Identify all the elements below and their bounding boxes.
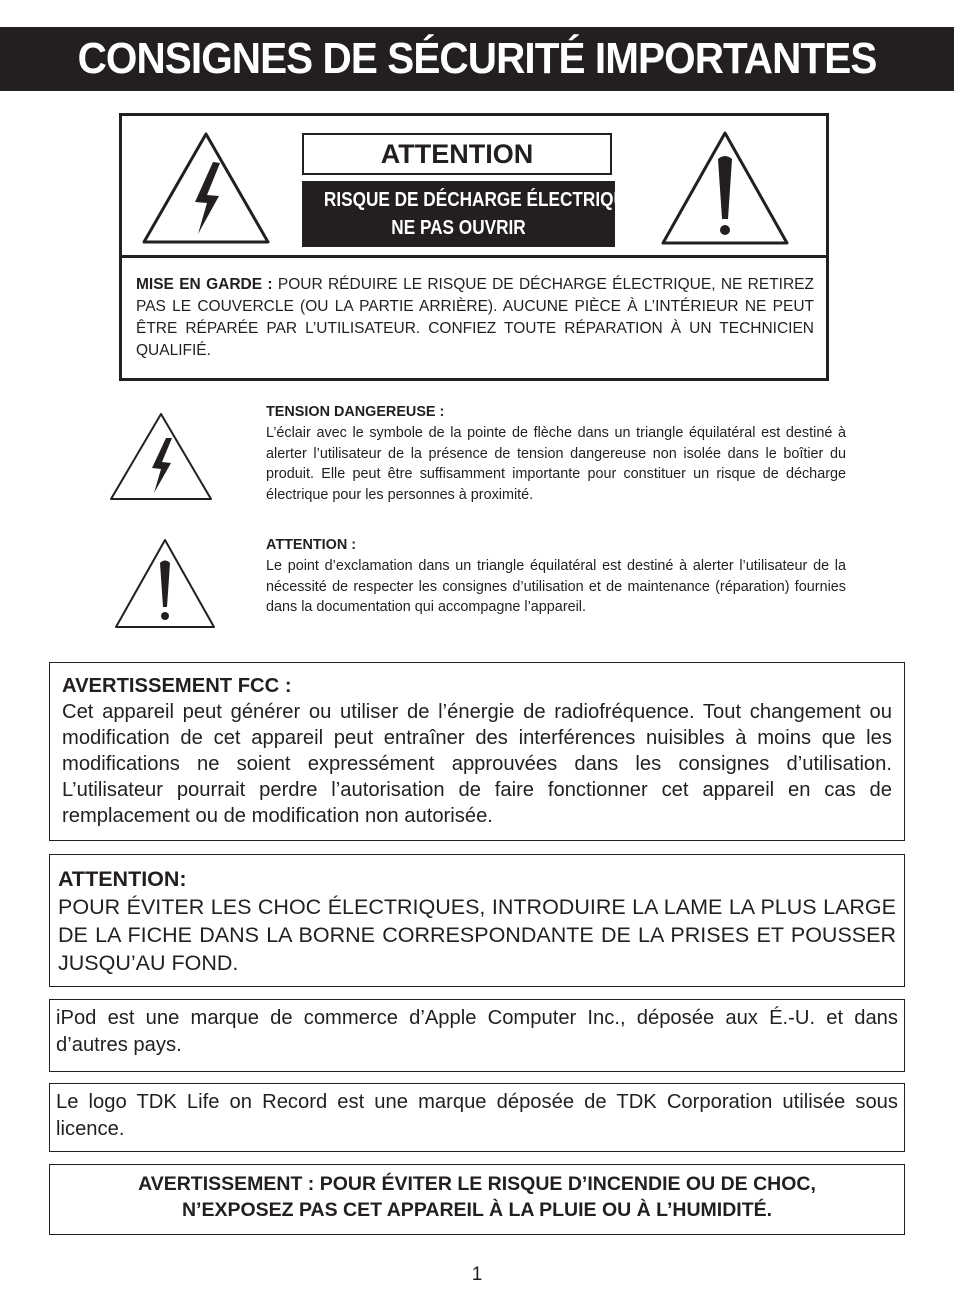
- lightning-triangle-icon: [108, 411, 214, 502]
- final-warning-line-2: N’EXPOSEZ PAS CET APPAREIL À LA PLUIE OU À L’HUMIDITÉ.: [181, 1199, 773, 1221]
- page-number: 1: [471, 1264, 483, 1285]
- mise-label: MISE EN GARDE :: [136, 276, 273, 293]
- attention-label: ATTENTION: [302, 133, 612, 175]
- mise-en-garde-text: [136, 274, 814, 362]
- attention-plug-box: [49, 854, 905, 987]
- symbol-body-attention: Le point d’exclamation dans un triangle équilatéral est destiné à alerter l’utilisateur de la nécessité de respecter les consignes d’utilisation et de maintenance (réparation) fournies dans la documentation qui accompagne l’appareil.: [266, 557, 846, 616]
- risk-label-box: [302, 181, 638, 247]
- risk-line-2: NE PAS OUVRIR: [391, 217, 526, 239]
- lightning-triangle-icon: [140, 130, 272, 246]
- attention-plug-body: POUR ÉVITER LES CHOC ÉLECTRIQUES, INTRODUIRE LA LAME LA PLUS LARGE DE LA FICHE DANS LA BORNE CORRESPONDANTE DE LA PRISES ET POUSSER JUSQU’AU FOND.: [58, 895, 896, 975]
- exclamation-triangle-icon: [659, 129, 791, 247]
- page-title: CONSIGNES DE SÉCURITÉ IMPORTANTES: [77, 34, 877, 83]
- title-banner: [0, 27, 954, 91]
- symbol-heading-attention: ATTENTION :: [266, 537, 357, 553]
- symbol-description-attention: [266, 535, 846, 618]
- symbol-description-tension: [266, 402, 846, 506]
- symbol-body-tension: L’éclair avec le symbole de la pointe de flèche dans un triangle équilatéral est destiné à alerter l’utilisateur de la présence de tension dangereuse non isolée dans le boîtier du produit. Elle peut être suffisamment importante pour constituer un risque de décharge électrique pour les personnes à proximité.: [266, 424, 846, 504]
- risk-line-1: RISQUE DE DÉCHARGE ÉLECTRIQUE: [323, 189, 638, 211]
- fcc-warning-box: [49, 662, 905, 841]
- exclamation-triangle-icon: [113, 537, 217, 630]
- warning-box-divider: [122, 255, 826, 258]
- final-warning-line-1: AVERTISSEMENT : POUR ÉVITER LE RISQUE D’INCENDIE OU DE CHOC,: [138, 1173, 816, 1195]
- fcc-body: Cet appareil peut générer ou utiliser de l’énergie de radiofréquence. Tout changement ou modification de cet appareil peut entraîner des interférences nuisibles à moins que les modifications ne soient expressément approuvées dans les consignes d’utilisation. L’utilisateur pourrait perdre l’autorisation de faire fonctionner cet appareil en cas de remplacement ou de modification non autorisée.: [62, 701, 892, 827]
- ipod-trademark-box: [49, 999, 905, 1072]
- fcc-heading: AVERTISSEMENT FCC :: [62, 675, 292, 697]
- attention-plug-heading: ATTENTION:: [58, 867, 187, 891]
- tdk-trademark-text: Le logo TDK Life on Record est une marque déposée de TDK Corporation utilisée sous licence.: [56, 1091, 898, 1140]
- symbol-heading-tension: TENSION DANGEREUSE :: [266, 404, 445, 420]
- final-warning-box: [49, 1164, 905, 1235]
- mise-body: POUR RÉDUIRE LE RISQUE DE DÉCHARGE ÉLECTRIQUE, NE RETIREZ PAS LE COUVERCLE (OU LA PARTIE ARRIÈRE). AUCUNE PIÈCE À L’INTÉRIEUR NE PEUT ÊTRE RÉPARÉE PAR L’UTILISATEUR. CONFIEZ TOUTE RÉPARATION À UN TECHNICIEN QUALIFIÉ.: [136, 276, 814, 359]
- tdk-trademark-box: [49, 1083, 905, 1152]
- ipod-trademark-text: iPod est une marque de commerce d’Apple Computer Inc., déposée aux É.-U. et dans d’autres pays.: [56, 1007, 898, 1056]
- warning-box: [119, 113, 829, 381]
